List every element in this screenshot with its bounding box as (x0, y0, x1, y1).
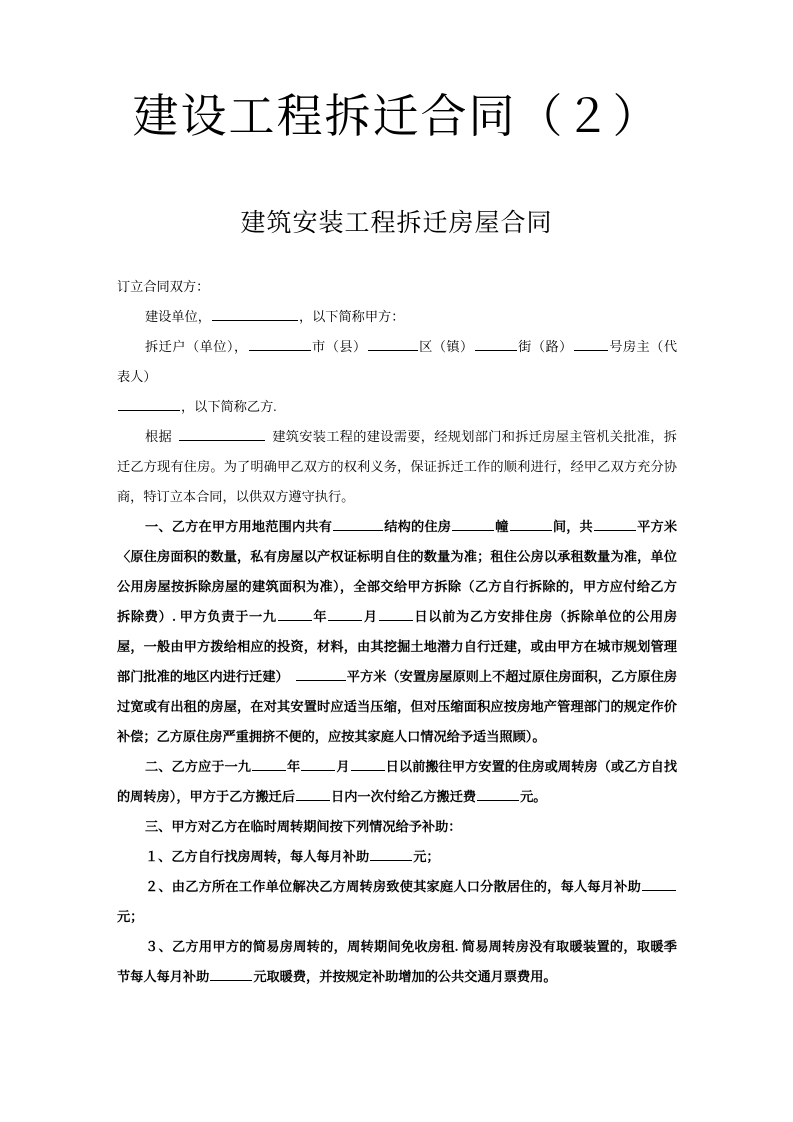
article-1-building-blank[interactable] (452, 517, 494, 531)
list-item-2-amount-blank[interactable] (642, 877, 676, 891)
article-1-text-1: 一、乙方在甲方用地范围内共有 (145, 519, 333, 534)
party-b-street-blank[interactable] (475, 337, 517, 351)
list-item-1-text: １、乙方自行找房周转，每人每月补助 (145, 849, 370, 864)
article-1-year-blank[interactable] (278, 607, 312, 621)
article-2-fee-blank[interactable] (477, 787, 519, 801)
paragraph-article-3: 三、甲方对乙方在临时周转期间按下列情况给予补助： (145, 819, 462, 834)
article-1-text-8: 日以前为乙方安排住房（拆除单位的公用房屋，一般由甲方拨给相应的投资，材料，由其挖掘土地潜力自行迁建，或由甲方在城市规划管理部门批准的地区内进行迁建） (117, 609, 678, 684)
paragraph-intro-heading: 订立合同双方： (117, 279, 210, 294)
article-1-area-blank[interactable] (594, 517, 636, 531)
article-1-day-blank[interactable] (379, 607, 413, 621)
article-1-resettle-area-blank[interactable] (296, 667, 346, 681)
basis-blank[interactable] (179, 427, 265, 441)
article-2-text-1: 二、乙方应于一九 (145, 759, 251, 774)
party-b-owner-label: 号房主（代表人） (117, 339, 678, 384)
article-2-text-5: 日内一次付给乙方搬迁费 (331, 789, 477, 804)
party-b-number-blank[interactable] (574, 337, 608, 351)
list-item-3-unit: 元取暖费，并按规定补助增加的公共交通月票费用。 (253, 969, 557, 984)
article-1-text-2: 结构的住房 (384, 519, 452, 534)
list-item-1-amount-blank[interactable] (370, 847, 412, 861)
document-body (117, 272, 677, 992)
party-b-district-blank[interactable] (368, 337, 418, 351)
article-2-text-2: 年 (286, 759, 301, 774)
article-1-text-3: 幢 (495, 519, 509, 534)
basis-text: 建筑安装工程的建设需要，经规划部门和拆迁房屋主管机关批准，拆迁乙方现有住房。为了明确甲乙双方的权利义务，保证拆迁工作的顺利进行，经甲乙双方充分协商，特订立本合同，以供双方遵守执行。 (117, 429, 677, 504)
article-1-room-blank[interactable] (510, 517, 552, 531)
list-item-2 (117, 872, 677, 932)
list-item-2-text: ２、由乙方所在工作单位解决乙方周转房致使其家庭人口分散居住的，每人每月补助 (145, 879, 641, 894)
article-1-text-7: 月 (363, 609, 378, 624)
article-2-text-6: 元。 (520, 789, 547, 804)
party-a-suffix: ，以下简称甲方： (298, 309, 405, 324)
article-2-text-3: 月 (336, 759, 350, 774)
article-1-text-6: 年 (312, 609, 328, 624)
party-b-suffix: ，以下简称乙方. (181, 399, 277, 414)
paragraph-basis (117, 422, 677, 512)
paragraph-article-2 (117, 752, 677, 812)
list-item-1 (117, 842, 677, 872)
party-a-blank[interactable] (212, 307, 298, 321)
party-b-name-blank[interactable] (118, 397, 180, 411)
article-2-year-blank[interactable] (252, 757, 286, 771)
paragraph-party-b-cont (117, 392, 677, 422)
article-2-month-blank[interactable] (301, 757, 335, 771)
party-b-district-label: 区（镇） (418, 339, 474, 354)
page-title: 建设工程拆迁合同（２） (132, 90, 661, 142)
list-item-2-unit: 元； (117, 909, 144, 924)
basis-prefix: 根据 (145, 429, 172, 444)
party-b-street-label: 街（路） (517, 339, 573, 354)
paragraph-article-1 (117, 512, 677, 752)
article-1-text-9: 平方米（安置房屋原则上不超过原住房面积，乙方原住房过宽或有出租的房屋，在对其安置时应适当压缩，但对压缩面积应按房地产管理部门的规定作价补偿；乙方原住房严重拥挤不便的，应按其家庭人口情况给予适当照顾）。 (117, 669, 678, 744)
article-2-day-blank[interactable] (351, 757, 385, 771)
article-1-text-5: 平方米〈原住房面积的数量，私有房屋以产权证标明自住的数量为准；租住公房以承租数量为准，单位公用房屋按拆除房屋的建筑面积为准），全部交给甲方拆除（乙方自行拆除的，甲方应付给乙方拆除费）. 甲方负责于一九 (117, 519, 678, 624)
article-1-month-blank[interactable] (328, 607, 362, 621)
party-a-label: 建设单位， (145, 309, 211, 324)
list-item-3-amount-blank[interactable] (210, 967, 252, 981)
document-subtitle: 建筑安装工程拆迁房屋合同 (240, 209, 553, 237)
article-2-days-blank[interactable] (296, 787, 330, 801)
list-item-1-unit: 元； (413, 849, 440, 864)
list-item-3 (117, 932, 677, 992)
paragraph-party-b (117, 332, 677, 392)
list-item-3-text: ３、乙方用甲方的简易房周转的，周转期间免收房租. 简易周转房没有取暖装置的，取暖季节每人每月补助 (117, 939, 677, 984)
article-1-text-4: 间，共 (552, 519, 593, 534)
paragraph-party-a (117, 302, 677, 332)
article-2-text-4: 日以前搬往甲方安置的住房或周转房（或乙方自找的周转房），甲方于乙方搬迁后 (117, 759, 678, 804)
party-b-city-label: 市（县） (311, 339, 367, 354)
article-1-structure-blank[interactable] (333, 517, 383, 531)
party-b-label: 拆迁户（单位）， (145, 339, 248, 354)
party-b-city-blank[interactable] (249, 337, 311, 351)
